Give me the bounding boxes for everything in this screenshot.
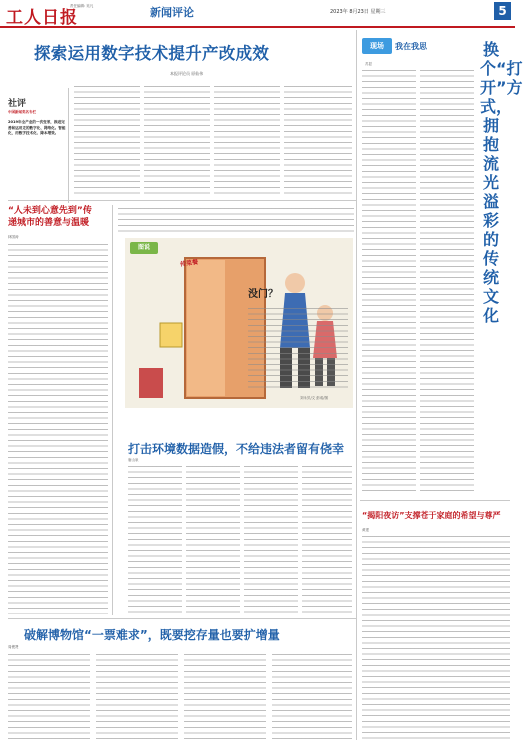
section-divider — [8, 200, 356, 201]
article-body-text — [214, 86, 280, 198]
xianchang-label: 我在我思 — [395, 42, 427, 51]
column-article-headline: “人未到心意先到”传递城市的善意与温暖 — [8, 206, 92, 228]
article-body-text — [186, 466, 240, 614]
article-body-text — [8, 244, 108, 614]
sheping-sub: 中国新闻奖名专栏 — [8, 110, 36, 114]
column-divider — [356, 30, 357, 740]
issue-date: 2023年 8月23日 星期三 — [330, 9, 386, 15]
column-divider — [112, 205, 113, 615]
section-divider — [8, 618, 356, 619]
sheping-label: 社评 — [8, 99, 27, 109]
cartoon-caption: 没门？ — [248, 289, 278, 300]
column-article-author: 林国涛 — [8, 235, 19, 239]
illustration-note-text — [248, 308, 348, 388]
article-body-text — [96, 654, 178, 742]
page-number: 5 — [494, 2, 511, 20]
right-article-author: 黄建 — [362, 528, 369, 532]
article-body-text — [74, 86, 140, 198]
column-divider — [68, 88, 69, 203]
mid-article-headline: 打击环境数据造假，不给违法者留有侥幸 — [128, 442, 345, 456]
cartoon-sign: 传菜餐 — [179, 258, 199, 269]
article-body-text — [362, 536, 510, 742]
newspaper-logo: 工人日报 — [6, 8, 78, 28]
bottom-article-author: 周俊贤 — [8, 645, 19, 649]
sheping-intro: 2019年全产业的一次变革，推进完善和运用走的数字化、网络化。智能化，用数字技术化、降本增效。 — [8, 120, 66, 136]
xianchang-badge: 现场 — [362, 38, 392, 54]
article-body-text — [128, 466, 182, 614]
illustration-credit: 刘永贝/文 彭成/图 — [300, 396, 328, 400]
article-body-text — [118, 208, 354, 234]
vertical-headline: 换个“打开”方式，拥抱流光溢彩的传统文化 — [480, 40, 523, 325]
article-body-text — [144, 86, 210, 198]
xianchang-author: 苏显 — [365, 62, 372, 66]
section-title: 新闻评论 — [150, 6, 194, 19]
bottom-article-headline: 破解博物馆“一票难求”，既要挖存量也要扩增量 — [24, 628, 280, 642]
article-body-text — [184, 654, 266, 742]
article-body-text — [420, 70, 474, 495]
right-article-headline: “揭阳夜访”支撑苍于家庭的希望与尊严 — [362, 511, 501, 520]
article-body-text — [272, 654, 352, 742]
article-body-text — [8, 654, 90, 742]
illustration-tag: 图说 — [130, 242, 158, 254]
lead-byline: 本报评论员 原仙伟 — [170, 71, 204, 76]
article-body-text — [284, 86, 352, 198]
lead-headline: 探索运用数字技术提升产改成效 — [34, 44, 270, 63]
editor-info: 责任编辑: 吴凡 — [70, 4, 94, 8]
article-body-text — [244, 466, 298, 614]
article-body-text — [362, 70, 416, 495]
mid-article-author: 唐山泉 — [128, 458, 139, 462]
section-divider — [360, 500, 510, 501]
article-body-text — [302, 466, 352, 614]
